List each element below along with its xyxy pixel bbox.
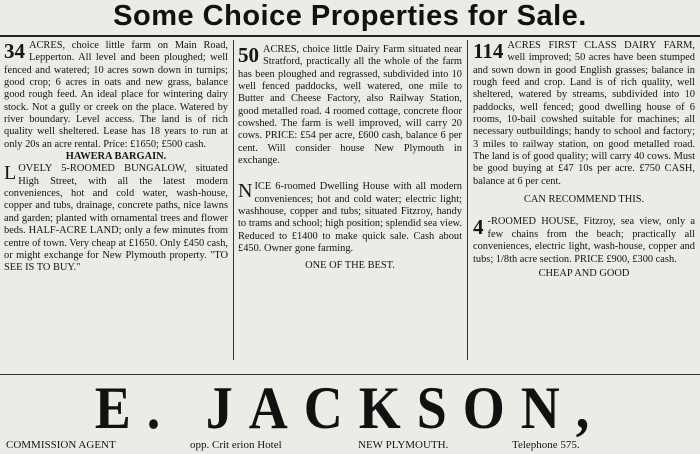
top-rule [0,35,700,37]
listing-34-acres [4,40,228,151]
section-heading: HAWERA BARGAIN. [65,151,167,163]
listing-50-acres [238,44,462,167]
listing-text: ACRES, choice little farm on Main Road, Lepperton. All level and been ploughed; well fenced and watered; 10 acres sown down in turnips; good crop; 6 acres in oats and new grass, balance good rough feed. An ideal place for wintering dairy stock. Not a gully or creek on the place. Watered by river boundary. Level access. The land is of rich quality well sheltered. Lease has 18 years to run at only 20s an acre rental. Price: £1650; £500 cash. [4,40,228,150]
column-3 [473,40,695,280]
tagline: ONE OF THE BEST. [305,259,395,271]
column-divider [233,40,234,360]
tagline: CHEAP AND GOOD [538,267,630,279]
listing-text: ICE 6-roomed Dwelling House with all modern conveniences; hot and cold water; electric light; washhouse, copper and tubs; situated Fitzroy, handy to trams and school; high position; splendid sea view. Reduced to £1400 to make quick sale. Cash about £450. Owner gone farming. [238,181,462,255]
listing-number: 114 [473,39,504,63]
column-divider [467,40,468,360]
headline: Some Choice Properties for Sale. [113,0,587,32]
agent-city: NEW PLYMOUTH. [358,439,449,451]
listing-text: -ROOMED HOUSE, Fitzroy, sea view, only a few chains from the beach; practically all conveniences, electric light, wash-house, copper and tubs; 1/8th acre section. PRICE £900, £300 cash. [473,216,695,265]
listing-text: OVELY 5-ROOMED BUNGALOW, situated High Street, with all the latest modern conveniences, hot and cold water, wash-house, copper and tubs, drainage, concrete paths, nice lawns and garden; planted with ornamental trees and flower beds. HALF-ACRE LAND; only a few minutes from centre of town. Very cheap at £1650. Only £450 cash, or might exchange for New Plymouth property. "TO SEE IS TO BUY." [4,163,228,274]
listing-number: 34 [4,39,25,63]
agent-name: E. JACKSON, [94,374,606,442]
listing-number: 4 [473,215,484,240]
listing-dwelling-house [238,181,462,255]
listing-4-roomed-house [473,216,695,265]
listing-114-acres [473,40,695,188]
drop-cap: N [238,180,253,203]
listing-number: 50 [238,43,259,67]
drop-cap: L [4,162,17,185]
agent-telephone: Telephone 575. [512,439,580,451]
listing-text: ACRES, choice little Dairy Farm situated near Stratford, practically all the whole of the farm has been ploughed and regrassed, subdivided into 10 well fenced paddocks, well watered, one mile to Butter and Cheese Factory, also Railway Station, good metalled road. 4 roomed cottage, concrete floor cowshed. The farm is well improved, will carry 20 cows. PRICE: £54 per acre, £600 cash, balance 6 per cent. Will consider house New Plymouth in exchange. [238,44,462,167]
agent-role: COMMISSION AGENT [6,439,116,451]
column-2 [238,44,462,272]
listing-bungalow [4,163,228,274]
listing-text: ACRES FIRST CLASS DAIRY FARM, well improved; 50 acres have been stumped and sown down in good English grasses; balance in rough feed and crop. Land is of rich quality, well sheltered, watered by streams, subdivided into 10 paddocks, well fenced; good dwelling house of 6 rooms, 10-bail cowshed suitable for machines; all necessary outbuildings; handy to school and factory; 3 miles to railway station, on good metalled road. The land is of good quality; will carry 40 cows. Must be good buying at £47 10s per acre. £750 CASH, balance at 6 per cent. [473,40,695,187]
agent-location: opp. Crit erion Hotel [190,439,282,451]
tagline: CAN RECOMMEND THIS. [523,194,645,206]
footer [0,438,700,452]
column-1 [4,40,228,275]
